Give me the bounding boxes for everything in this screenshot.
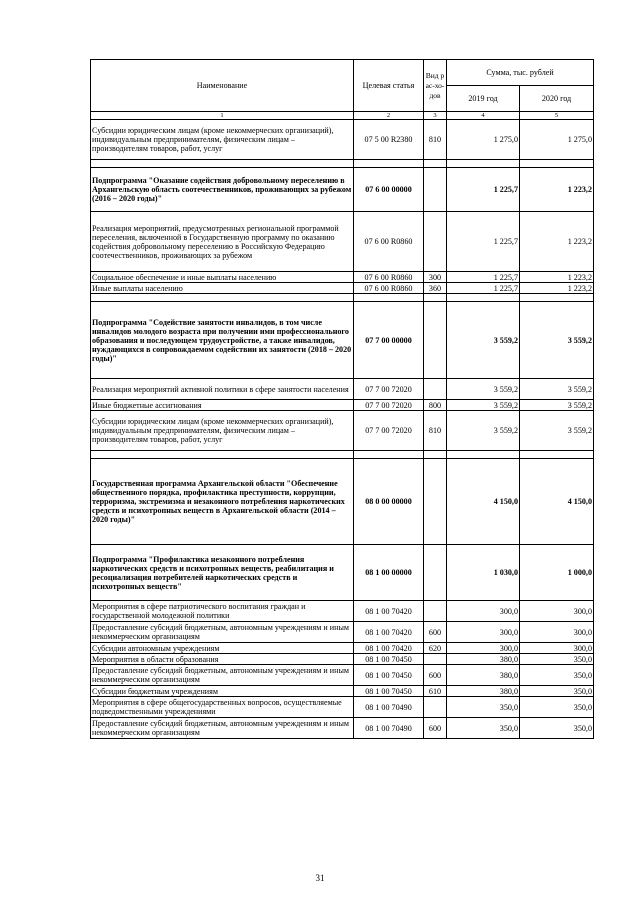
table-row — [91, 411, 594, 451]
cell-2019: 300,0 — [447, 601, 520, 622]
cell-vid: 800 — [424, 400, 447, 411]
cell-target: 08 1 00 70450 — [354, 665, 424, 686]
cell-name: Подпрограмма "Содействие занятости инвалидов, в том числе инвалидов молодого возраста при получении ими профессионального образования и последующем трудоустройстве, а также инвалидов, нуждающихся в сопровождаемом содействии их занятости (2018 – 2020 годы)" — [91, 302, 354, 379]
cell-2020: 350,0 — [520, 697, 594, 718]
colnum-5: 5 — [520, 112, 594, 120]
cell-target: 08 1 00 70420 — [354, 643, 424, 654]
cell-target: 07 6 00 R0860 — [354, 272, 424, 283]
spacer-cell — [424, 160, 447, 168]
spacer-cell — [424, 294, 447, 302]
table-row — [91, 283, 594, 294]
spacer-cell — [91, 451, 354, 459]
spacer-row — [91, 160, 594, 168]
cell-2019: 380,0 — [447, 654, 520, 665]
spacer-cell — [91, 294, 354, 302]
budget-table — [90, 59, 594, 739]
cell-2020: 3 559,2 — [520, 379, 594, 400]
spacer-cell — [354, 451, 424, 459]
cell-name: Субсидии бюджетным учреждениям — [91, 686, 354, 697]
cell-2019: 3 559,2 — [447, 379, 520, 400]
header-2019: 2019 год — [447, 86, 520, 112]
cell-name: Социальное обеспечение и иные выплаты населению — [91, 272, 354, 283]
spacer-row — [91, 294, 594, 302]
cell-target: 08 1 00 70450 — [354, 654, 424, 665]
cell-target: 08 1 00 70490 — [354, 697, 424, 718]
cell-2019: 380,0 — [447, 665, 520, 686]
cell-2020: 3 559,2 — [520, 411, 594, 451]
cell-target: 08 1 00 70420 — [354, 601, 424, 622]
colnum-4: 4 — [447, 112, 520, 120]
cell-2019: 350,0 — [447, 718, 520, 739]
page-number: 31 — [315, 873, 325, 883]
cell-2019: 3 559,2 — [447, 400, 520, 411]
cell-vid: 360 — [424, 283, 447, 294]
document-page — [90, 59, 593, 739]
table-row — [91, 697, 594, 718]
cell-2019: 300,0 — [447, 643, 520, 654]
cell-name: Реализация мероприятий активной политики в сфере занятости населения — [91, 379, 354, 400]
spacer-cell — [354, 294, 424, 302]
table-row — [91, 665, 594, 686]
table-row — [91, 718, 594, 739]
cell-vid — [424, 302, 447, 379]
table-row — [91, 379, 594, 400]
table-body — [91, 120, 594, 739]
colnum-1: 1 — [91, 112, 354, 120]
cell-2020: 350,0 — [520, 718, 594, 739]
colnum-3: 3 — [424, 112, 447, 120]
table-row — [91, 272, 594, 283]
cell-2019: 3 559,2 — [447, 411, 520, 451]
cell-2019: 4 150,0 — [447, 459, 520, 545]
cell-name: Субсидии юридическим лицам (кроме некоммерческих организаций), индивидуальным предпринимателям, физическим лицам – производителям товаров, работ, услуг — [91, 120, 354, 160]
cell-name: Мероприятия в сфере общегосударственных вопросов, осуществляемые подведомственными учреждениями — [91, 697, 354, 718]
cell-2020: 1 223,2 — [520, 212, 594, 272]
cell-target: 07 6 00 R0860 — [354, 212, 424, 272]
header-target: Целевая статья — [354, 60, 424, 112]
header-name: Наименование — [91, 60, 354, 112]
spacer-cell — [447, 451, 520, 459]
cell-2019: 1 225,7 — [447, 272, 520, 283]
program-row — [91, 545, 594, 601]
column-numbers-row — [91, 112, 594, 120]
cell-name: Мероприятия в сфере патриотического воспитания граждан и государственной молодежной политики — [91, 601, 354, 622]
spacer-cell — [520, 294, 594, 302]
cell-2020: 300,0 — [520, 643, 594, 654]
cell-vid: 810 — [424, 411, 447, 451]
cell-vid — [424, 654, 447, 665]
header-sum: Сумма, тыс. рублей — [447, 60, 594, 86]
cell-2020: 1 000,0 — [520, 545, 594, 601]
cell-vid — [424, 168, 447, 212]
cell-target: 07 7 00 72020 — [354, 400, 424, 411]
cell-target: 07 7 00 00000 — [354, 302, 424, 379]
cell-2020: 4 150,0 — [520, 459, 594, 545]
table-header — [91, 60, 594, 120]
cell-vid — [424, 379, 447, 400]
cell-vid: 600 — [424, 718, 447, 739]
cell-name: Предоставление субсидий бюджетным, автономным учреждениям и иным некоммерческим организациям — [91, 718, 354, 739]
cell-name: Предоставление субсидий бюджетным, автономным учреждениям и иным некоммерческим организациям — [91, 622, 354, 643]
program-row — [91, 459, 594, 545]
colnum-2: 2 — [354, 112, 424, 120]
spacer-cell — [520, 451, 594, 459]
cell-target: 08 1 00 70450 — [354, 686, 424, 697]
header-2020: 2020 год — [520, 86, 594, 112]
cell-2019: 1 030,0 — [447, 545, 520, 601]
table-row — [91, 120, 594, 160]
cell-2020: 1 223,2 — [520, 272, 594, 283]
table-row — [91, 654, 594, 665]
cell-name: Субсидии юридическим лицам (кроме некоммерческих организаций), индивидуальным предпринимателям, физическим лицам – производителям товаров, работ, услуг — [91, 411, 354, 451]
cell-name: Подпрограмма "Оказание содействия добровольному переселению в Архангельскую область соотечественников, проживающих за рубежом (2016 – 2020 годы)" — [91, 168, 354, 212]
cell-target: 07 6 00 00000 — [354, 168, 424, 212]
cell-vid: 600 — [424, 665, 447, 686]
cell-target: 07 6 00 R0860 — [354, 283, 424, 294]
cell-vid — [424, 545, 447, 601]
cell-vid — [424, 697, 447, 718]
cell-vid: 600 — [424, 622, 447, 643]
cell-2020: 1 223,2 — [520, 283, 594, 294]
program-row — [91, 302, 594, 379]
table-row — [91, 643, 594, 654]
spacer-cell — [447, 160, 520, 168]
cell-name: Иные выплаты населению — [91, 283, 354, 294]
cell-2020: 350,0 — [520, 654, 594, 665]
spacer-cell — [424, 451, 447, 459]
cell-target: 08 0 00 00000 — [354, 459, 424, 545]
table-row — [91, 400, 594, 411]
spacer-cell — [354, 160, 424, 168]
cell-2020: 3 559,2 — [520, 400, 594, 411]
cell-2019: 380,0 — [447, 686, 520, 697]
spacer-cell — [520, 160, 594, 168]
cell-vid: 810 — [424, 120, 447, 160]
cell-vid: 300 — [424, 272, 447, 283]
cell-vid — [424, 212, 447, 272]
spacer-row — [91, 451, 594, 459]
cell-target: 07 7 00 72020 — [354, 411, 424, 451]
cell-name: Предоставление субсидий бюджетным, автономным учреждениям и иным некоммерческим организациям — [91, 665, 354, 686]
cell-2019: 1 225,7 — [447, 212, 520, 272]
cell-vid — [424, 601, 447, 622]
cell-name: Подпрограмма "Профилактика незаконного потребления наркотических средств и психотропных веществ, реабилитация и ресоциализация потребителей наркотических средств и психотропных веществ" — [91, 545, 354, 601]
table-row — [91, 601, 594, 622]
table-row — [91, 686, 594, 697]
cell-vid: 620 — [424, 643, 447, 654]
cell-2019: 350,0 — [447, 697, 520, 718]
cell-2019: 1 225,7 — [447, 168, 520, 212]
program-row — [91, 168, 594, 212]
table-row — [91, 622, 594, 643]
table-row — [91, 212, 594, 272]
cell-target: 08 1 00 00000 — [354, 545, 424, 601]
cell-target: 07 5 00 R2380 — [354, 120, 424, 160]
cell-target: 07 7 00 72020 — [354, 379, 424, 400]
cell-name: Реализация мероприятий, предусмотренных региональной программой переселения, включенной в Государственную программу по оказанию содействия добровольному переселению в Российскую Федерацию соотечественников, проживающих за рубежом — [91, 212, 354, 272]
cell-2020: 300,0 — [520, 622, 594, 643]
cell-name: Государственная программа Архангельской области "Обеспечение общественного порядка, профилактика преступности, коррупции, терроризма, экстремизма и незаконного потребления наркотических средств и психотропных веществ в Архангельской области (2014 – 2020 годы)" — [91, 459, 354, 545]
cell-name: Иные бюджетные ассигнования — [91, 400, 354, 411]
cell-2019: 1 275,0 — [447, 120, 520, 160]
cell-2020: 3 559,2 — [520, 302, 594, 379]
cell-2020: 350,0 — [520, 665, 594, 686]
header-vid: Вид рас-хо-дов — [424, 60, 447, 112]
cell-2019: 300,0 — [447, 622, 520, 643]
cell-2020: 1 275,0 — [520, 120, 594, 160]
spacer-cell — [447, 294, 520, 302]
cell-name: Субсидии автономным учреждениям — [91, 643, 354, 654]
cell-target: 08 1 00 70490 — [354, 718, 424, 739]
cell-2020: 1 223,2 — [520, 168, 594, 212]
cell-2020: 350,0 — [520, 686, 594, 697]
cell-2020: 300,0 — [520, 601, 594, 622]
spacer-cell — [91, 160, 354, 168]
cell-2019: 1 225,7 — [447, 283, 520, 294]
cell-vid: 610 — [424, 686, 447, 697]
cell-vid — [424, 459, 447, 545]
cell-name: Мероприятия в области образования — [91, 654, 354, 665]
cell-2019: 3 559,2 — [447, 302, 520, 379]
cell-target: 08 1 00 70420 — [354, 622, 424, 643]
